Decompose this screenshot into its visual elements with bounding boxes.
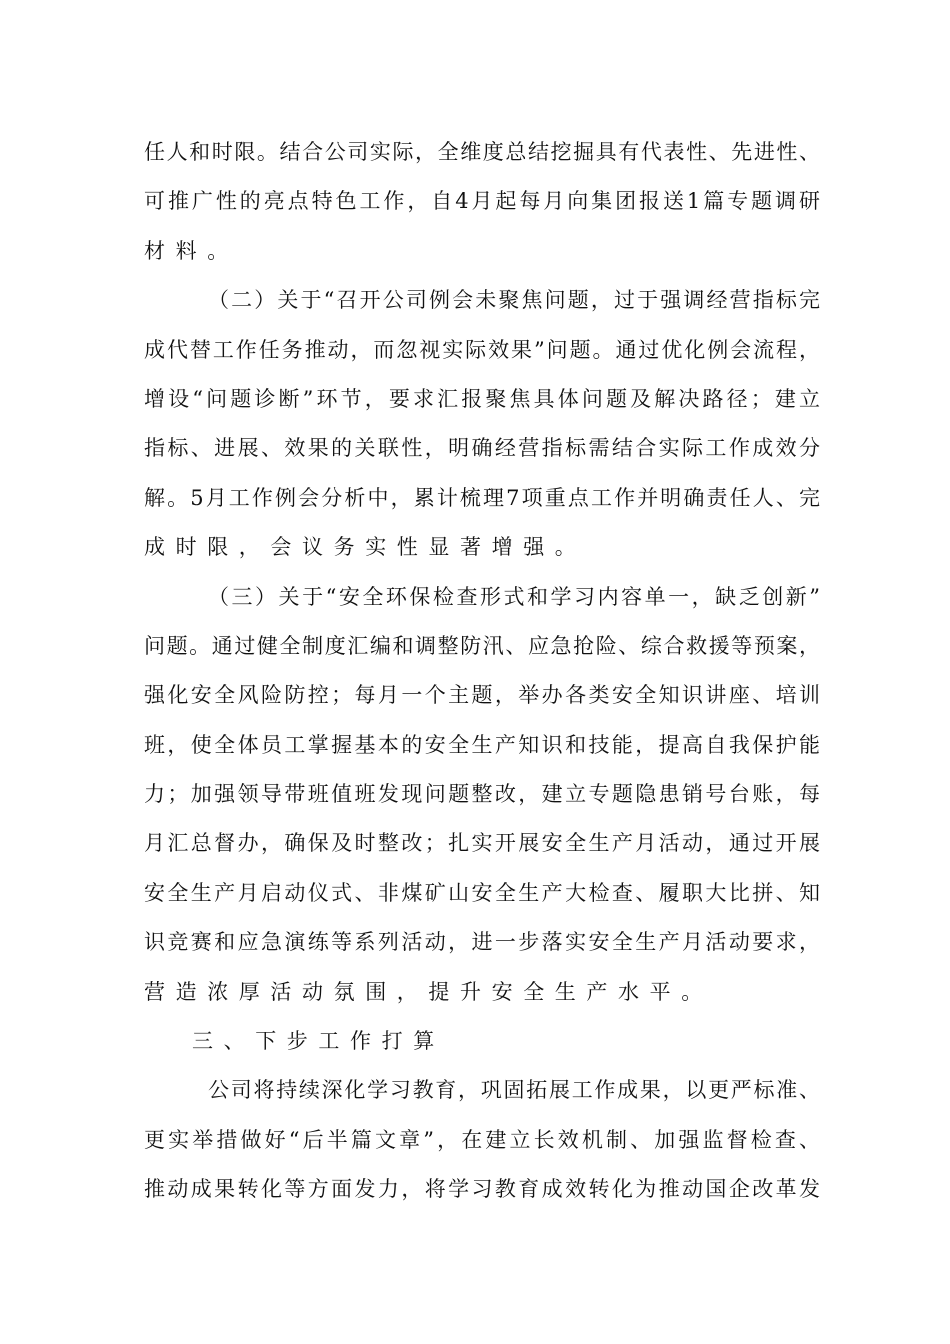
text-line: 成代替工作任务推动，而忽视实际效果”问题。通过优化例会流程， bbox=[144, 337, 820, 362]
text-line: 公司将持续深化学习教育，巩固拓展工作成果，以更严标准、 bbox=[208, 1078, 820, 1103]
text-line: 问题。通过健全制度汇编和调整防汛、应急抢险、综合救援等预案， bbox=[144, 633, 820, 658]
paragraph-item-2 bbox=[144, 276, 820, 572]
text-line: 班，使全体员工掌握基本的安全生产知识和技能，提高自我保护能 bbox=[144, 732, 820, 757]
paragraph-item-3 bbox=[144, 573, 820, 1018]
text-line: 任人和时限。结合公司实际，全维度总结挖掘具有代表性、先进性、 bbox=[144, 140, 820, 164]
text-line: 力；加强领导带班值班发现问题整改，建立专题隐患销号台账，每 bbox=[144, 782, 820, 807]
text-line: 强化安全风险防控；每月一个主题，举办各类安全知识讲座、培训 bbox=[144, 683, 820, 708]
text-line: 材料。 bbox=[144, 238, 239, 263]
section-heading bbox=[144, 1017, 820, 1066]
text-line: 营造浓厚活动氛围，提升安全生产水平。 bbox=[144, 979, 713, 1004]
text-line: （二）关于“召开公司例会未聚焦问题，过于强调经营指标完 bbox=[208, 288, 820, 313]
text-line: （三）关于“安全环保检查形式和学习内容单一，缺乏创新” bbox=[208, 584, 820, 609]
text-line: 可推广性的亮点特色工作，自4月起每月向集团报送1篇专题调研 bbox=[144, 189, 820, 214]
text-line: 识竞赛和应急演练等系列活动，进一步落实安全生产月活动要求， bbox=[144, 930, 820, 955]
text-line: 成时限，会议务实性显著增强。 bbox=[144, 535, 587, 560]
paragraph-next-steps bbox=[144, 1066, 820, 1214]
paragraph-continued bbox=[144, 128, 820, 276]
section-heading-text: 三、下步工作打算 bbox=[192, 1029, 445, 1054]
text-line: 安全生产月启动仪式、非煤矿山安全生产大检查、履职大比拼、知 bbox=[144, 880, 820, 905]
text-line: 增设“问题诊断”环节，要求汇报聚焦具体问题及解决路径；建立 bbox=[144, 386, 820, 411]
text-line: 推动成果转化等方面发力，将学习教育成效转化为推动国企改革发 bbox=[144, 1177, 820, 1202]
document-body bbox=[144, 128, 820, 1215]
text-line: 更实举措做好“后半篇文章”，在建立长效机制、加强监督检查、 bbox=[144, 1127, 820, 1152]
text-line: 月汇总督办，确保及时整改；扎实开展安全生产月活动，通过开展 bbox=[144, 831, 820, 856]
text-line: 指标、进展、效果的关联性，明确经营指标需结合实际工作成效分 bbox=[144, 436, 820, 461]
text-line: 解。5月工作例会分析中，累计梳理7项重点工作并明确责任人、完 bbox=[144, 485, 820, 510]
